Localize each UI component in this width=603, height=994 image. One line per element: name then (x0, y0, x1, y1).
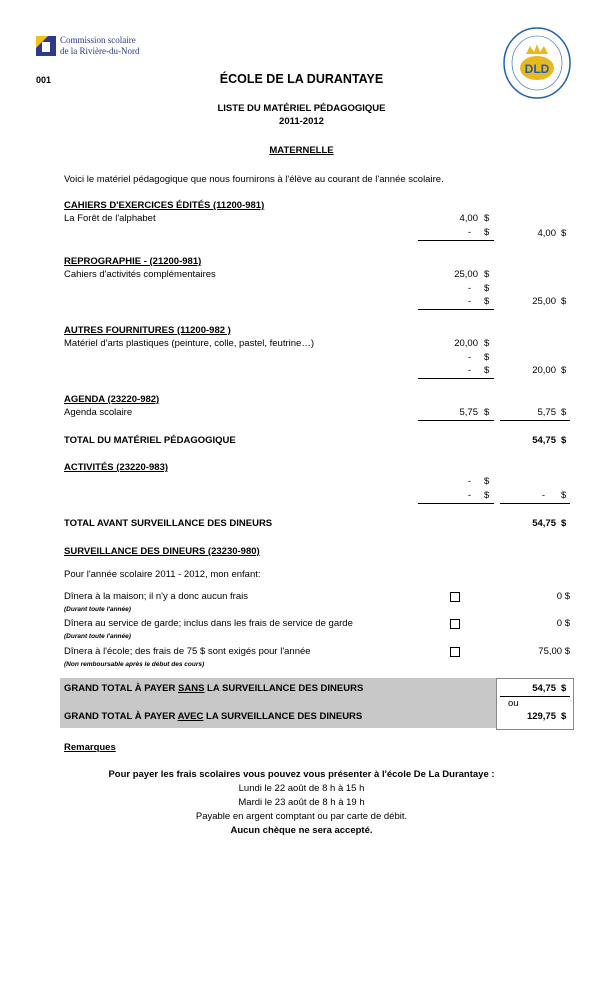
cahiers-amount-1: 4,00 (459, 213, 478, 224)
school-year: 2011-2012 (279, 116, 324, 127)
section-cahiers-title: CAHIERS D'EXERCICES ÉDITÉS (11200-981) (64, 200, 265, 211)
activites-total: - (541, 490, 545, 501)
agenda-subtotal-rule (418, 420, 494, 421)
remarks-line1: Pour payer les frais scolaires vous pouvez vous présenter à l'école De La Durantaye : (108, 769, 495, 780)
section-repro-title: REPROGRAPHIE - (21200-981) (64, 256, 202, 267)
fournitures-total: 20,00 (532, 365, 556, 376)
grand-total-sans-rule (500, 696, 570, 697)
activites-currency-1: $ (484, 476, 490, 487)
cahiers-subtotal-rule (418, 240, 494, 241)
grand-total-avec-label (64, 711, 362, 722)
org-logo-icon (36, 34, 56, 58)
fournitures-currency-1: $ (484, 338, 490, 349)
grand-total-sans-amount: 54,75 (532, 683, 556, 694)
fournitures-total-currency: $ (561, 365, 567, 376)
activites-subtotal-rule (418, 503, 494, 504)
fournitures-amount-1: 20,00 (454, 338, 478, 349)
agenda-currency: $ (484, 407, 490, 418)
agenda-total-currency: $ (561, 407, 567, 418)
fournitures-amount-2: - (467, 352, 471, 363)
cahiers-total-currency: $ (561, 228, 567, 239)
repro-subtotal-rule (418, 309, 494, 310)
activites-total-currency: $ (561, 490, 567, 501)
section-surveillance-title: SURVEILLANCE DES DINEURS (23230-980) (64, 546, 260, 557)
repro-amount-2: - (467, 283, 471, 294)
org-name-line1: Commission scolaire (60, 35, 136, 45)
agenda-total: 5,75 (537, 407, 556, 418)
doc-number: 001 (36, 75, 52, 85)
school-seal (502, 26, 572, 100)
seal-text: DLD (524, 62, 550, 76)
grand-total-sans-word: SANS (178, 683, 205, 694)
page-subtitle: LISTE DU MATÉRIEL PÉDAGOGIQUE (217, 103, 386, 114)
agenda-amount: 5,75 (459, 407, 478, 418)
fournitures-currency-2: $ (484, 352, 490, 363)
option-ecole-checkbox[interactable] (450, 647, 460, 657)
grand-total-avec-suffix: LA SURVEILLANCE DES DINEURS (203, 711, 363, 722)
repro-currency-2: $ (484, 283, 490, 294)
option-garde-note: (Durant toute l'année) (64, 633, 131, 640)
repro-amount-3: - (467, 296, 471, 307)
repro-total-currency: $ (561, 296, 567, 307)
activites-amount-2: - (467, 490, 471, 501)
option-ecole-note: (Non remboursable après le début des cours) (64, 661, 205, 668)
org-logo (36, 34, 146, 60)
repro-amount-1: 25,00 (454, 269, 478, 280)
cahiers-currency-2: $ (484, 227, 490, 238)
grand-total-avec-word: AVEC (177, 711, 204, 722)
fournitures-currency-3: $ (484, 365, 490, 376)
page-title: ÉCOLE DE LA DURANTAYE (219, 72, 384, 86)
grand-total-avec-amount: 129,75 (526, 711, 556, 722)
grand-total-avec-currency: $ (561, 711, 567, 722)
section-fournitures-title: AUTRES FOURNITURES (11200-982 ) (64, 325, 231, 336)
repro-currency-3: $ (484, 296, 490, 307)
section-fournitures-item: Matériel d'arts plastiques (peinture, colle, pastel, feutrine…) (64, 338, 314, 349)
total-materiel-label: TOTAL DU MATÉRIEL PÉDAGOGIQUE (64, 435, 236, 446)
option-garde-label: Dînera au service de garde; inclus dans les frais de service de garde (64, 618, 353, 629)
option-maison-note: (Durant toute l'année) (64, 606, 131, 613)
school-seal-icon (502, 26, 572, 100)
total-materiel-amount: 54,75 (532, 435, 556, 446)
total-materiel-currency: $ (561, 435, 567, 446)
option-garde-checkbox[interactable] (450, 619, 460, 629)
activites-amount-1: - (467, 476, 471, 487)
cahiers-amount-2: - (467, 227, 471, 238)
grand-total-sans-prefix: GRAND TOTAL À PAYER (64, 683, 179, 694)
section-agenda-item: Agenda scolaire (64, 407, 133, 418)
grand-total-sans-suffix: LA SURVEILLANCE DES DINEURS (204, 683, 364, 694)
intro-text: Voici le matériel pédagogique que nous fournirons à l'élève au courant de l'année scolaire. (64, 174, 444, 185)
grand-total-sans-label (64, 683, 363, 694)
grand-total-avec-prefix: GRAND TOTAL À PAYER (64, 711, 178, 722)
fournitures-subtotal-rule (418, 378, 494, 379)
remarks-line4: Payable en argent comptant ou par carte de débit. (195, 811, 408, 822)
option-maison-checkbox[interactable] (450, 592, 460, 602)
cahiers-total: 4,00 (537, 228, 556, 239)
section-cahiers-item: La Forêt de l'alphabet (64, 213, 156, 224)
remarks-line5: Aucun chèque ne sera accepté. (230, 825, 373, 836)
total-avant-amount: 54,75 (532, 518, 556, 529)
surveillance-intro: Pour l'année scolaire 2011 - 2012, mon enfant: (64, 569, 261, 580)
total-avant-currency: $ (561, 518, 567, 529)
option-maison-amount: 0 $ (556, 591, 570, 602)
section-activites-title: ACTIVITÉS (23220-983) (64, 462, 169, 473)
option-garde-amount: 0 $ (556, 618, 570, 629)
fournitures-amount-3: - (467, 365, 471, 376)
section-repro-item: Cahiers d'activités complémentaires (64, 269, 216, 280)
activites-total-rule (500, 503, 570, 504)
activites-currency-2: $ (484, 490, 490, 501)
option-maison-label: Dînera à la maison; il n'y a donc aucun frais (64, 591, 248, 602)
level-heading: MATERNELLE (269, 145, 334, 156)
option-ecole-amount: 75,00 $ (538, 646, 570, 657)
option-ecole-label: Dînera à l'école; des frais de 75 $ sont exigés pour l'année (64, 646, 311, 657)
agenda-total-rule (500, 420, 570, 421)
total-avant-label: TOTAL AVANT SURVEILLANCE DES DINEURS (64, 518, 273, 529)
grand-total-ou: ou (508, 698, 519, 709)
cahiers-currency-1: $ (484, 213, 490, 224)
remarks-line3: Mardi le 23 août de 8 h à 19 h (238, 797, 365, 808)
remarks-title: Remarques (64, 742, 116, 753)
repro-currency-1: $ (484, 269, 490, 280)
org-name-line2: de la Rivière-du-Nord (60, 46, 140, 56)
section-agenda-title: AGENDA (23220-982) (64, 394, 160, 405)
grand-total-sans-currency: $ (561, 683, 567, 694)
repro-total: 25,00 (532, 296, 556, 307)
remarks-line2: Lundi le 22 août de 8 h à 15 h (238, 783, 365, 794)
